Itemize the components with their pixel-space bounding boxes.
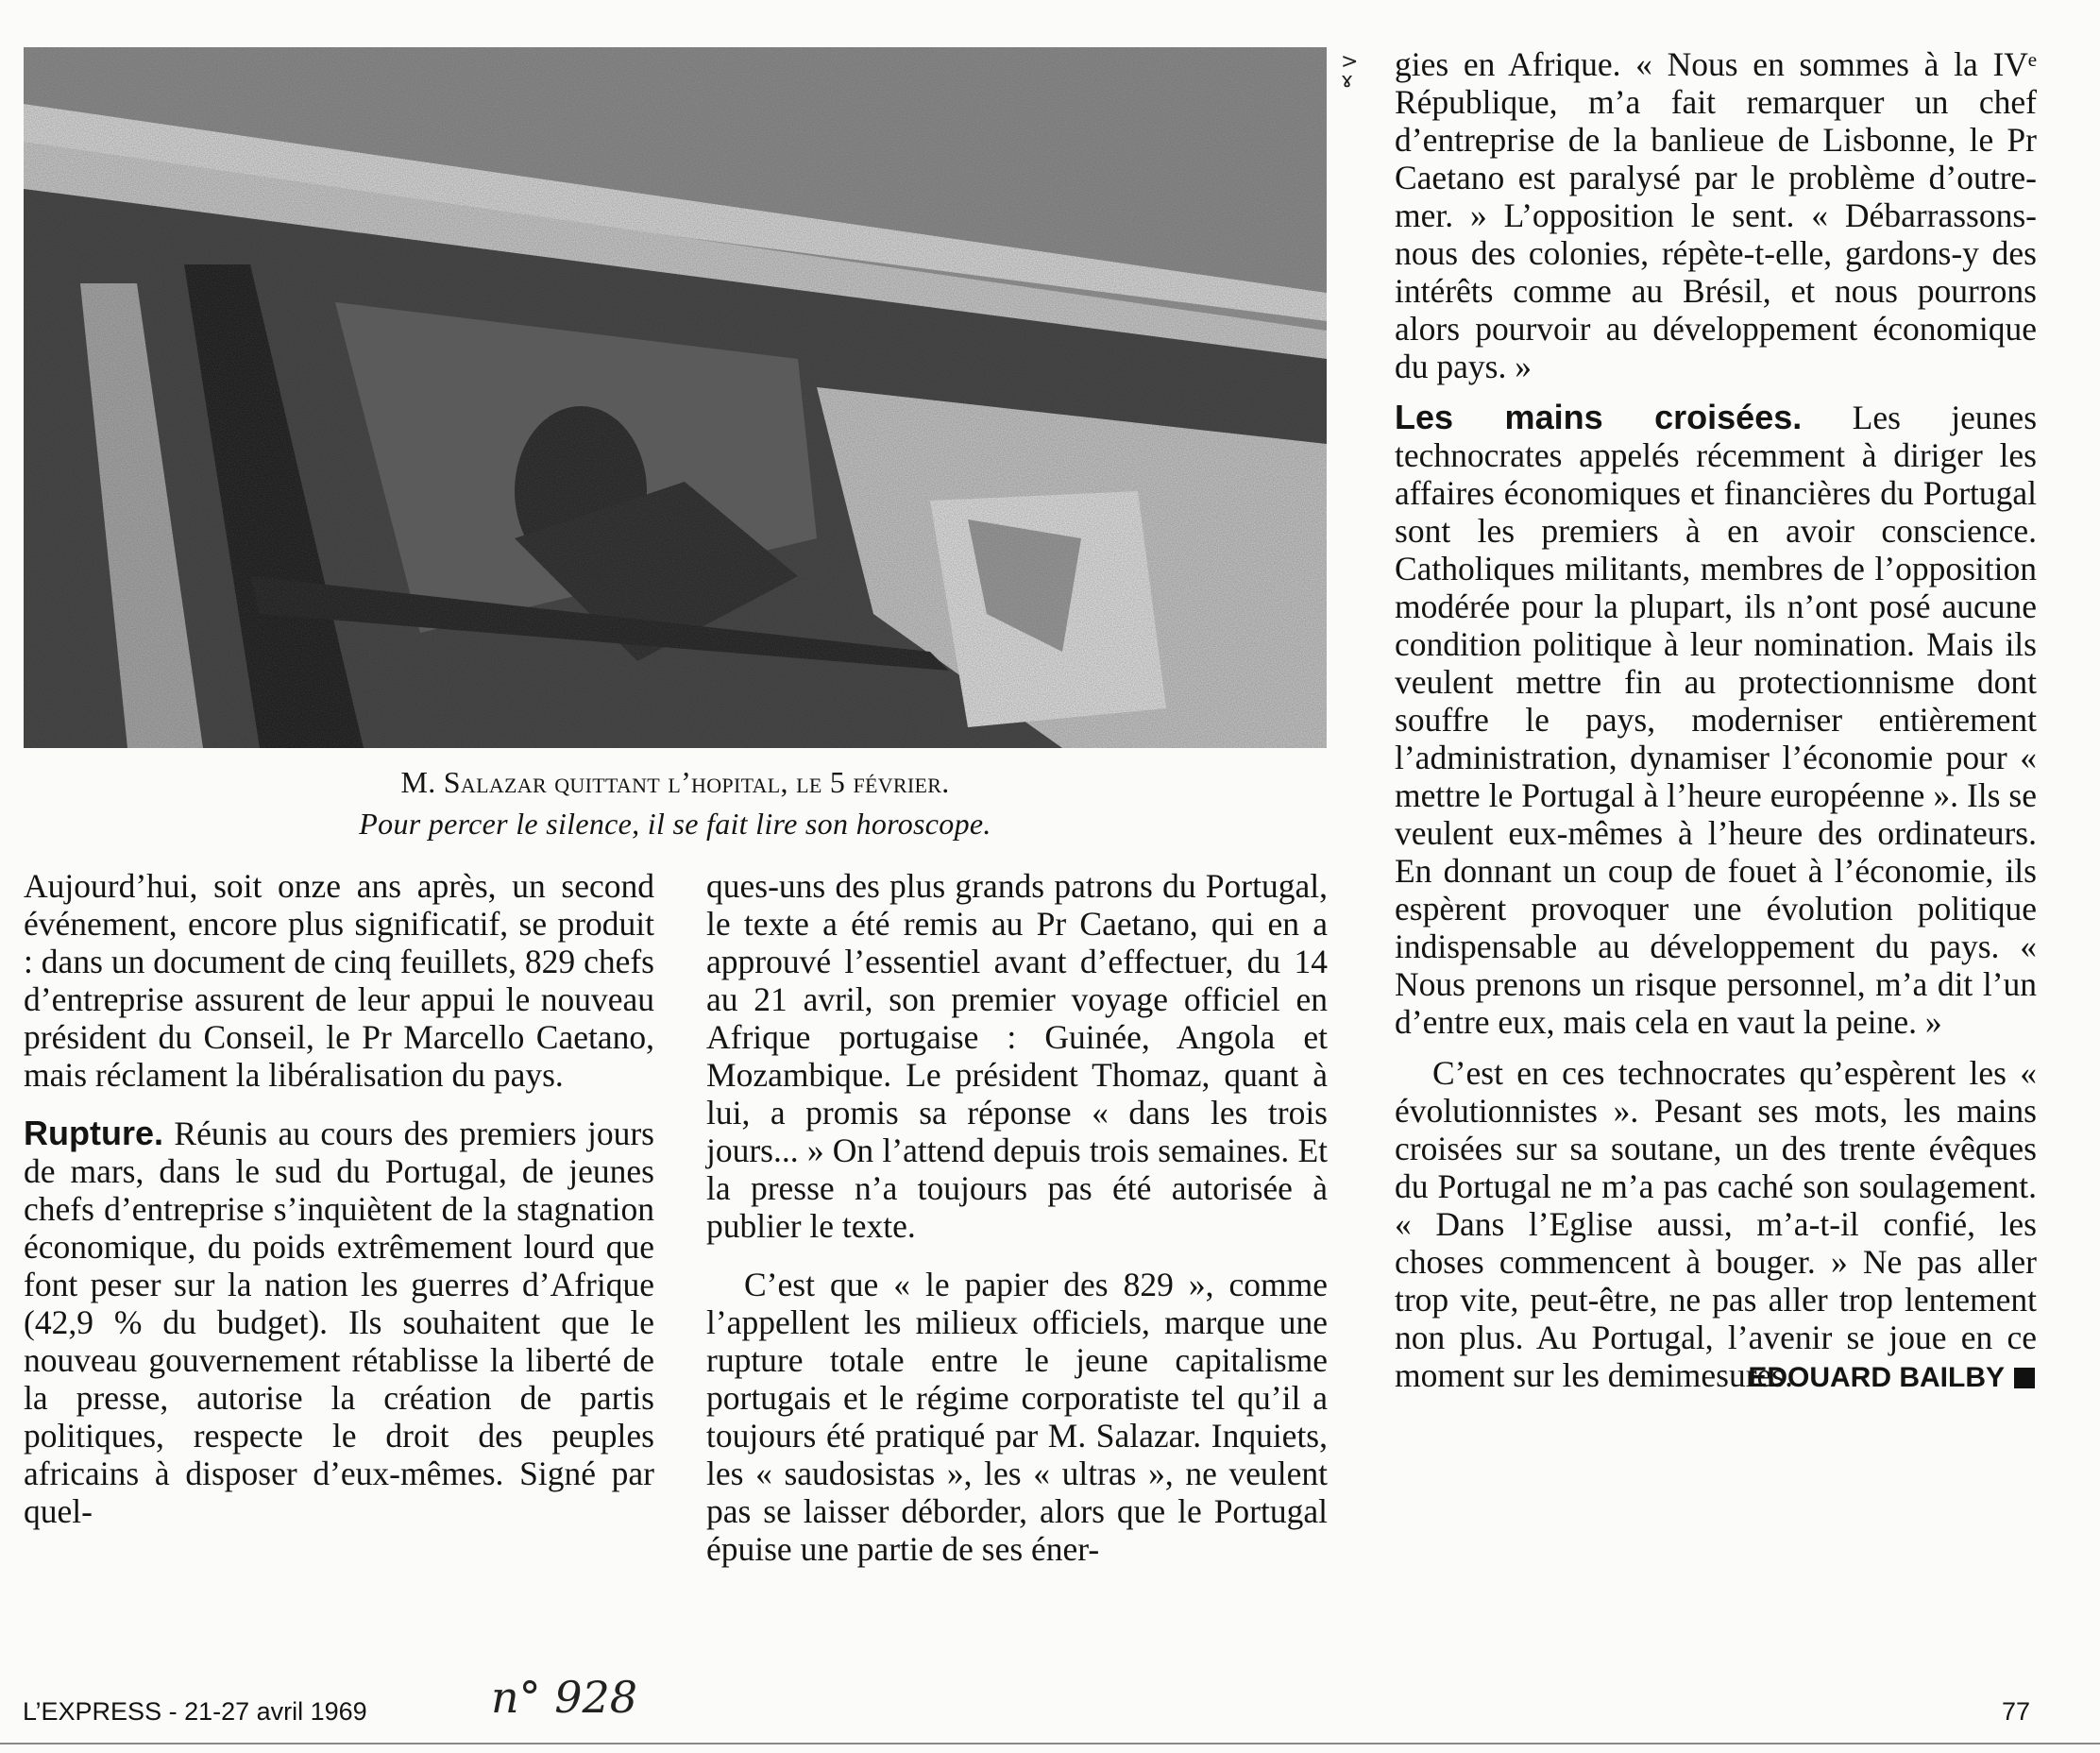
- article-column-2: [706, 867, 1328, 1568]
- end-mark-icon: [2014, 1368, 2035, 1388]
- paragraph-rupture: [24, 1115, 654, 1530]
- section-heading-mains-croisees: Les mains croisées.: [1395, 398, 1803, 436]
- caption-subtitle: Pour percer le silence, il se fait lire son horoscope.: [359, 807, 991, 841]
- paragraph-text: Réunis au cours des premiers jours de mars, dans le sud du Portugal, de jeunes chefs d’entreprise s’inquiètent de la stagnation économique, du poids extrêmement lourd que font peser sur la nation les guerres d’Afrique (42,9 % du budget). Ils souhaitent que le nouveau gouvernement rétablisse la liberté de la presse, autorise la création de partis politiques, respecte le droit des peuples africains à disposer d’eux-mêmes. Signé par quel-: [24, 1115, 654, 1530]
- article-column-3: [1395, 45, 2037, 1397]
- photo-illustration: [24, 47, 1327, 748]
- publication-footer: L’EXPRESS - 21-27 avril 1969: [23, 1697, 367, 1726]
- photo-caption: [24, 761, 1327, 844]
- paragraph-mains-croisees: [1395, 399, 2037, 1041]
- paragraph: C’est que « le papier des 829 », comme l’appellent les milieux officiels, marque une rupture totale entre le jeune capitalisme portugais et le régime corporatiste tel qu’il a toujours été pratiqué par M. Salazar. Inquiets, les « saudosistas », les « ultras », ne veulent pas se laisser déborder, alors que le Portugal épuise une partie de ses éner-: [706, 1266, 1328, 1568]
- margin-mark: > ɤ: [1341, 50, 1359, 93]
- article-photo: [24, 47, 1327, 748]
- paragraph-text: Les jeunes technocrates appelés récemment à diriger les affaires économiques et financières du Portugal sont les premiers à en avoir conscience. Catholiques militants, membres de l’opposition modérée pour la plupart, ils n’ont posé aucune condition politique à leur nomination. Mais ils veulent mettre fin au protectionnisme dont souffre le pays, moderniser entièrement l’administration, dynamiser l’économie pour « mettre le Portugal à l’heure européenne ». Ils se veulent eux-mêmes à l’heure des ordinateurs. En donnant un coup de fouet à l’économie, ils espèrent provoquer une évolution politique indispensable au développement du pays. « Nous prenons un risque personnel, m’a dit l’un d’entre eux, mais cela en vaut la peine. »: [1395, 399, 2038, 1041]
- author-name: EDOUARD BAILBY: [1748, 1362, 2005, 1393]
- bottom-rule: [0, 1743, 2100, 1744]
- paragraph: ques-uns des plus grands patrons du Portugal, le texte a été remis au Pr Caetano, qui en a approuvé l’essentiel avant d’effectuer, du 14 au 21 avril, son premier voyage officiel en Afrique portugaise : Guinée, Angola et Mozambique. Le président Thomaz, quant à lui, a promis sa réponse « dans les trois jours... » On l’attend depuis trois semaines. Et la presse n’a toujours pas été autorisée à publier le texte.: [706, 867, 1328, 1245]
- paragraph: Aujourd’hui, soit onze ans après, un second événement, encore plus significatif, se produit : dans un document de cinq feuillets, 829 chefs d’entreprise assurent de leur appui le nouveau président du Conseil, le Pr Marcello Caetano, mais réclament la libéralisation du pays.: [24, 867, 654, 1094]
- section-heading-rupture: Rupture.: [24, 1114, 163, 1152]
- caption-title: M. Salazar quittant l’hopital, le 5 février.: [400, 765, 950, 799]
- paragraph: gies en Afrique. « Nous en sommes à la IVᵉ République, m’a fait remarquer un chef d’entreprise de la banlieue de Lisbonne, le Pr Caetano est paralysé par le problème d’outre-mer. » L’opposition le sent. « Débarrassons-nous des colonies, répète-t-elle, gardons-y des intérêts comme au Brésil, et nous pourrons alors pourvoir au développement économique du pays. »: [1395, 45, 2037, 385]
- paragraph: C’est en ces technocrates qu’espèrent les « évolutionnistes ». Pesant ses mots, les mains croisées sur sa soutane, un des trente évêques du Portugal ne m’a pas caché son soulagement. « Dans l’Eglise aussi, m’a-t-il confié, les choses commencent à bouger. » Ne pas aller trop vite, peut-être, ne pas aller trop lentement non plus. Au Portugal, l’avenir se joue en ce moment sur les demimesures.: [1395, 1054, 2037, 1394]
- handwritten-issue-number: n° 928: [491, 1672, 638, 1723]
- article-column-1: [24, 867, 654, 1530]
- page-number: 77: [2002, 1697, 2031, 1726]
